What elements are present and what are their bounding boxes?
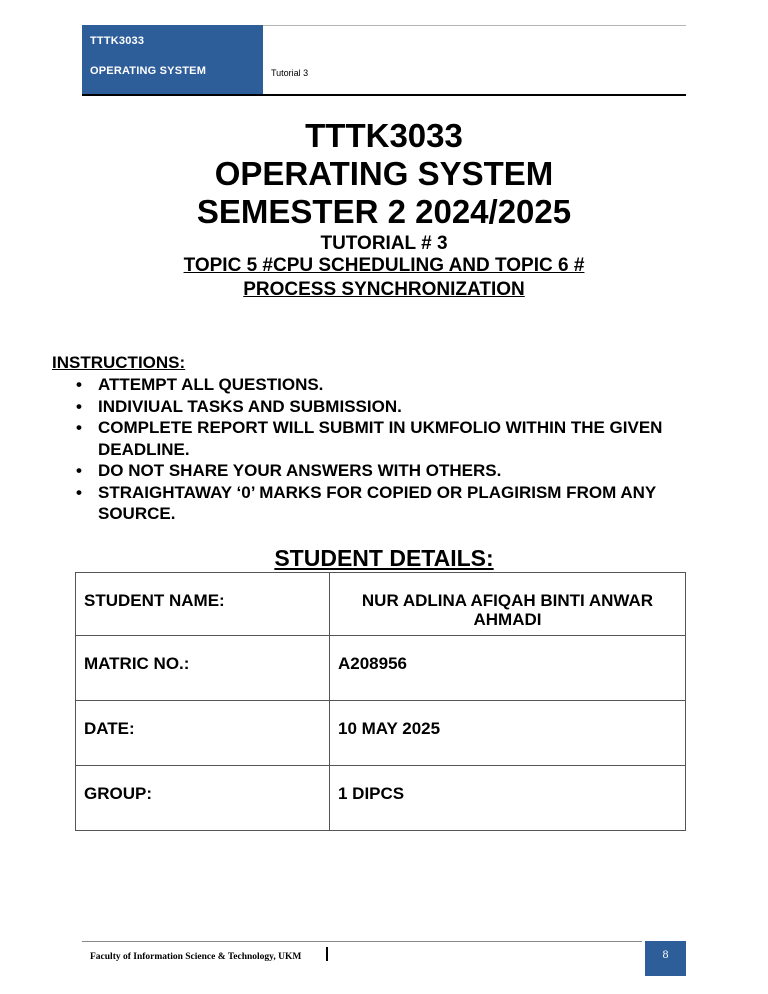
- student-details-heading: STUDENT DETAILS:: [274, 545, 494, 571]
- student-name-value: NUR ADLINA AFIQAH BINTI ANWAR AHMADI: [330, 573, 686, 636]
- title-semester: SEMESTER 2 2024/2025: [196, 193, 572, 230]
- header-top-rule: [262, 25, 686, 26]
- group-label: GROUP:: [76, 766, 330, 831]
- instruction-item: [76, 460, 676, 482]
- instruction-item: [76, 417, 676, 460]
- instruction-text: DO NOT SHARE YOUR ANSWERS WITH OTHERS.: [98, 461, 502, 480]
- student-name-label: STUDENT NAME:: [76, 573, 330, 636]
- matric-no-value: A208956: [330, 636, 686, 701]
- instruction-item: [76, 374, 676, 396]
- bullet-icon: •: [76, 482, 82, 502]
- footer-rule: [82, 941, 642, 942]
- matric-no-label: MATRIC NO.:: [76, 636, 330, 701]
- title-course-name: OPERATING SYSTEM: [214, 155, 554, 192]
- bullet-icon: •: [76, 418, 82, 437]
- table-row: [76, 701, 686, 766]
- group-value: 1 DIPCS: [330, 766, 686, 831]
- title-topic-line-1: TOPIC 5 #CPU SCHEDULING AND TOPIC 6 #: [183, 255, 585, 276]
- instruction-text: ATTEMPT ALL QUESTIONS.: [98, 375, 324, 394]
- header-bottom-rule: [82, 94, 686, 96]
- student-details-table: [75, 572, 686, 831]
- table-row: [76, 766, 686, 831]
- footer-faculty: Faculty of Information Science & Technology, UKM: [90, 952, 302, 962]
- instruction-item: [76, 482, 676, 525]
- instruction-text: COMPLETE REPORT WILL SUBMIT IN UKMFOLIO WITHIN THE GIVEN DEADLINE.: [98, 418, 663, 459]
- instructions-list: [76, 374, 676, 525]
- bullet-icon: •: [76, 375, 82, 394]
- instructions-heading: INSTRUCTIONS:: [52, 353, 186, 372]
- bullet-icon: •: [76, 396, 82, 416]
- table-row: [76, 573, 686, 636]
- header-doc-label: Tutorial 3: [271, 68, 309, 78]
- header-course-code: TTTK3033: [90, 35, 145, 47]
- date-value: 10 MAY 2025: [330, 701, 686, 766]
- instruction-text: STRAIGHTAWAY ‘0’ MARKS FOR COPIED OR PLAGIRISM FROM ANY SOURCE.: [98, 482, 656, 523]
- title-topic-line-2: PROCESS SYNCHRONIZATION: [243, 279, 525, 300]
- title-tutorial: TUTORIAL # 3: [320, 233, 448, 254]
- header-course-name: OPERATING SYSTEM: [90, 65, 207, 77]
- date-label: DATE:: [76, 701, 330, 766]
- title-course-code: TTTK3033: [305, 117, 463, 154]
- table-row: [76, 636, 686, 701]
- bullet-icon: •: [76, 461, 82, 480]
- instruction-text: INDIVIUAL TASKS AND SUBMISSION.: [98, 396, 402, 416]
- footer-divider: [326, 947, 328, 961]
- instruction-item: [76, 396, 676, 418]
- page-number: 8: [662, 947, 669, 961]
